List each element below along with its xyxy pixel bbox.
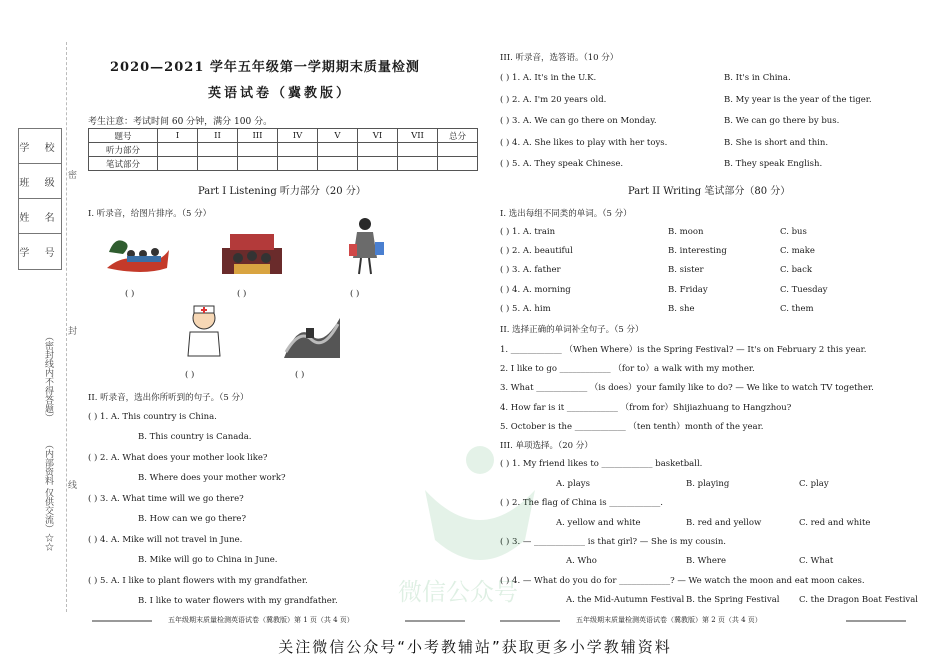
question-option: B. Friday — [668, 285, 708, 295]
question-item: ( ) 4. — What do you do for ____________? — We watch the moon and eat moon cakes. — [500, 576, 865, 586]
promo-banner: 关注微信公众号“小考教辅站”获取更多小学教辅资料 — [278, 638, 672, 656]
question-item: ( ) 1. A. This country is China. — [88, 412, 217, 422]
question-option: C. bus — [780, 227, 807, 237]
question-item: ( ) 3. A. We can go there on Monday. — [500, 116, 657, 126]
seal-mark-1: 密 — [68, 171, 78, 181]
answer-blank[interactable]: ( ) — [295, 370, 305, 380]
part2-sec3-heading: III. 单项选择。（20 分） — [500, 441, 593, 451]
question-option: C. them — [780, 304, 814, 314]
shopping-woman-image — [345, 214, 387, 276]
question-option: B. interesting — [668, 246, 727, 256]
question-item: ( ) 1. A. It's in the U.K. — [500, 73, 597, 83]
part1-sec1-heading: I. 听录音，给图片排序。（5 分） — [88, 209, 212, 219]
part1-sec3-heading: III. 听录音，选答语。（10 分） — [500, 53, 619, 63]
score-col-label: 题号 — [89, 129, 158, 143]
footer-rule — [846, 620, 906, 622]
school-label: 学 校 — [19, 129, 61, 164]
doctor-image — [184, 304, 224, 360]
score-table-row — [89, 157, 478, 171]
side-note-1: （密封线内不得答题） — [43, 332, 53, 422]
page-title: 2020—2021 学年五年级第一学期期末质量检测 — [110, 60, 420, 75]
question-option: C. play — [799, 479, 829, 489]
watermark-text: 微信公众号 — [398, 578, 518, 606]
question-option: B. moon — [668, 227, 704, 237]
question-option: C. red and white — [799, 518, 871, 528]
question-item: ( ) 4. A. She likes to play with her toys. — [500, 138, 668, 148]
question-item: ( ) 5. A. They speak Chinese. — [500, 159, 624, 169]
question-option: C. What — [799, 556, 834, 566]
question-option: B. How can we go there? — [138, 514, 247, 524]
question-option: C. Tuesday — [780, 285, 828, 295]
answer-blank[interactable]: ( ) — [125, 289, 135, 299]
question-option: B. the Spring Festival — [686, 595, 780, 605]
question-item: ( ) 2. A. What does your mother look like? — [88, 453, 268, 463]
score-table-row — [89, 143, 478, 157]
score-row-label: 听力部分 — [89, 143, 158, 157]
fill-blank-item: 1. ____________ （When Where）is the Spring Festival? — It's on February 2 this year. — [500, 345, 867, 355]
answer-blank[interactable]: ( ) — [350, 289, 360, 299]
question-item: ( ) 2. The flag of China is ____________. — [500, 498, 663, 508]
question-item: ( ) 1. A. train — [500, 227, 556, 237]
question-option: B. It's in China. — [724, 73, 791, 83]
question-option: C. back — [780, 265, 813, 275]
question-item: ( ) 2. A. I'm 20 years old. — [500, 95, 607, 105]
question-option: B. My year is the year of the tiger. — [724, 95, 872, 105]
score-col: V — [318, 129, 358, 143]
class-label: 班 级 — [19, 164, 61, 199]
part1-heading: Part I Listening 听力部分（20 分） — [198, 186, 366, 197]
id-label: 学 号 — [19, 247, 61, 259]
answer-blank[interactable]: ( ) — [185, 370, 195, 380]
score-col: I — [158, 129, 198, 143]
part2-heading: Part II Writing 笔试部分（80 分） — [628, 186, 791, 197]
score-row-label: 笔试部分 — [89, 157, 158, 171]
score-col: II — [198, 129, 238, 143]
question-option: B. They speak English. — [724, 159, 823, 169]
name-label: 姓 名 — [19, 199, 61, 234]
score-col: III — [238, 129, 278, 143]
question-item: ( ) 1. My friend likes to ____________ basketball. — [500, 459, 703, 469]
score-table-header-row — [89, 129, 478, 143]
page2-footer: 五年级期末质量检测英语试卷（冀教版）第 2 页（共 4 页） — [576, 616, 762, 624]
question-item: ( ) 4. A. morning — [500, 285, 571, 295]
part1-sec2-heading: II. 听录音，选出你所听到的句子。（5 分） — [88, 393, 249, 403]
question-item: ( ) 3. — ____________ is that girl? — She is my cousin. — [500, 537, 726, 547]
question-option: A. Who — [566, 556, 597, 566]
question-option: B. she — [668, 304, 695, 314]
question-option: A. plays — [556, 479, 590, 489]
score-col: VI — [358, 129, 398, 143]
page-subtitle: 英语试卷（冀教版） — [208, 86, 353, 101]
score-col: IV — [278, 129, 318, 143]
fill-blank-item: 3. What ____________ （is does）your family like to do? — We like to watch TV together. — [500, 383, 874, 393]
question-item: ( ) 3. A. What time will we go there? — [88, 494, 244, 504]
question-option: B. Mike will go to China in June. — [138, 555, 278, 565]
question-item: ( ) 5. A. I like to plant flowers with my grandfather. — [88, 576, 308, 586]
question-option: A. yellow and white — [556, 518, 641, 528]
question-option: C. the Dragon Boat Festival — [799, 595, 919, 605]
question-option: B. playing — [686, 479, 730, 489]
question-item: ( ) 5. A. him — [500, 304, 551, 314]
part2-sec1-heading: I. 选出每组不同类的单词。（5 分） — [500, 209, 632, 219]
party-scene-image — [212, 226, 292, 281]
question-option: B. I like to water flowers with my grandfather. — [138, 596, 338, 606]
fill-blank-item: 4. How far is it ____________ （from for）Shijiazhuang to Hangzhou? — [500, 403, 792, 413]
question-option: B. Where does your mother work? — [138, 473, 286, 483]
score-col-total: 总分 — [438, 129, 478, 143]
answer-blank[interactable]: ( ) — [237, 289, 247, 299]
question-option: C. make — [780, 246, 815, 256]
question-option: B. This country is Canada. — [138, 432, 252, 442]
fill-blank-item: 5. October is the ____________ （ten tenth）month of the year. — [500, 422, 764, 432]
question-option: B. red and yellow — [686, 518, 762, 528]
part2-sec2-heading: II. 选择正确的单词补全句子。（5 分） — [500, 325, 644, 335]
question-option: B. We can go there by bus. — [724, 116, 840, 126]
dragon-boat-image — [103, 224, 173, 279]
student-info-box — [18, 128, 62, 270]
seal-mark-2: 封 — [68, 327, 78, 337]
exam-notice: 考生注意：考试时间 60 分钟，满分 100 分。 — [88, 117, 273, 127]
question-item: ( ) 2. A. beautiful — [500, 246, 573, 256]
footer-rule — [92, 620, 152, 622]
great-wall-image — [282, 312, 342, 362]
question-option: B. sister — [668, 265, 704, 275]
score-table — [88, 128, 478, 171]
side-note-2: （内部资料 仅供交流）☆☆ — [43, 440, 53, 551]
question-option: A. the Mid-Autumn Festival — [566, 595, 685, 605]
question-option: B. She is short and thin. — [724, 138, 829, 148]
question-item: ( ) 4. A. Mike will not travel in June. — [88, 535, 243, 545]
question-option: B. Where — [686, 556, 726, 566]
page1-footer: 五年级期末质量检测英语试卷（冀教版）第 1 页（共 4 页） — [168, 616, 354, 624]
score-col: VII — [398, 129, 438, 143]
seal-mark-3: 线 — [68, 481, 78, 491]
question-item: ( ) 3. A. father — [500, 265, 561, 275]
fill-blank-item: 2. I like to go ____________ （for to）a walk with my mother. — [500, 364, 755, 374]
